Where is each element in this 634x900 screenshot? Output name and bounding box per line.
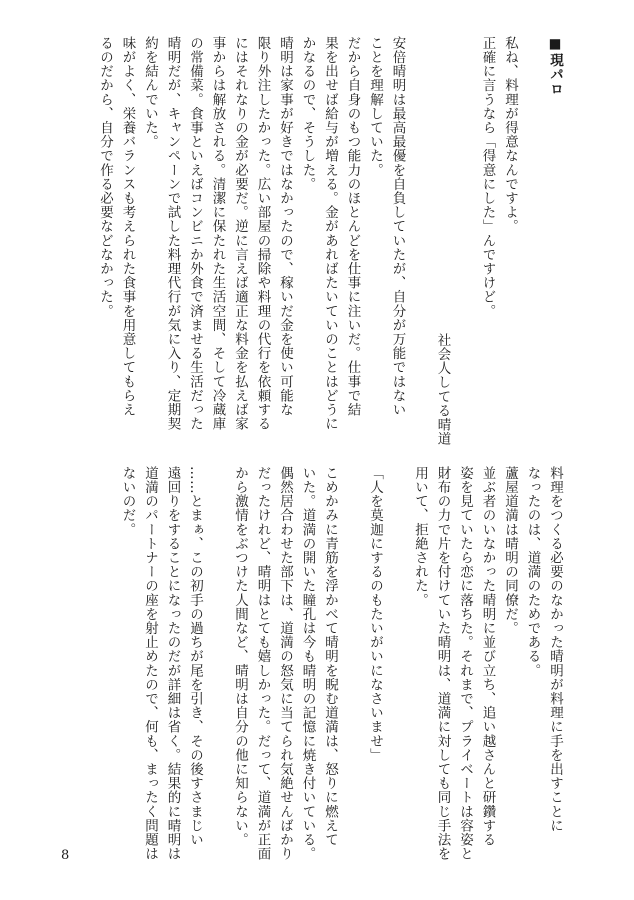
text-line: 約を結んでいた。 bbox=[142, 36, 158, 149]
text-line: ないのだ。 bbox=[119, 466, 136, 537]
text-line: だったけれど、晴明はとても嬉しかった。だって、道満が正面 bbox=[254, 466, 271, 861]
text-line: なったのは、道満のためである。 bbox=[524, 466, 541, 678]
text-line: 料理をつくる必要のなかった晴明が料理に手を出すことに bbox=[547, 466, 563, 833]
text-line: 蘆屋道満は晴明の同僚だ。 bbox=[502, 466, 518, 636]
text-line: だから自身のもつ能力のほとんどを仕事に注いだ。仕事で結 bbox=[344, 36, 361, 417]
text-line: かなるので、そうした。 bbox=[299, 36, 316, 192]
text-line: 並ぶ者のいなかった晴明に並び立ち、追い越さんと研鑽する bbox=[479, 466, 496, 847]
text-line: 偶然居合わせた部下は、道満の怒気に当てられ気絶せんばかり bbox=[277, 466, 293, 861]
top-text-block bbox=[94, 36, 567, 446]
text-line: 財布の力で片を付けていた晴明は、道満に対しても同じ手法を bbox=[434, 466, 451, 861]
text-line: 事からは解放される。清潔に保たれた生活空間、そして冷蔵庫 bbox=[209, 36, 226, 431]
text-line: こめかみに青筋を浮かべて晴明を睨む道満は、怒りに燃えて bbox=[322, 466, 338, 847]
text-line: 安倍晴明は最高最優を自負していたが、自分が万能ではない bbox=[389, 36, 406, 417]
text-line: 用いて、拒絶された。 bbox=[412, 466, 428, 607]
spacer bbox=[206, 466, 229, 848]
text-line: から激情をぶつけた人間など、晴明は自分の他に知らない。 bbox=[232, 466, 248, 847]
text-line: 晴明は家事が好きではなかったので、稼いだ金を使い可能な bbox=[277, 36, 293, 417]
text-line: 遠回りをすることになったのだが詳細は省く。結果的に晴明は bbox=[164, 466, 181, 861]
text-line: ことを理解していた。 bbox=[367, 36, 383, 177]
spacer bbox=[409, 36, 432, 446]
text-line: 道満のパートナーの座を射止めたので、何も、まったく問題は bbox=[142, 466, 158, 861]
spacer bbox=[521, 36, 544, 446]
dialogue-quote: 「人を莫迦にするのもたいがいになさいませ」 bbox=[367, 466, 383, 763]
spacer bbox=[454, 36, 477, 446]
text-line: の常備菜。食事といえばコンビニか外食で済ませる生活だった bbox=[187, 36, 203, 431]
spacer bbox=[386, 466, 409, 848]
text-line: ……とまぁ、この初手の過ちが尾を引き、その後すさまじい bbox=[187, 466, 203, 847]
bottom-text-block bbox=[116, 466, 566, 861]
text-line: 晴明だが、キャンペーンで試した料理代行が気に入り、定期契 bbox=[164, 36, 181, 431]
page-number: 8 bbox=[61, 848, 70, 863]
text-line: 私ね、料理が得意なんですよ。 bbox=[502, 36, 518, 234]
text-line: 果を出せば給与が増える。金があればたいていのことはどうに bbox=[322, 36, 338, 431]
text-line: 味がよく、栄養バランスも考えられた食事を用意してもらえ bbox=[119, 36, 136, 417]
text-line: 正確に言うなら「得意にした」んですけど。 bbox=[479, 36, 496, 318]
section-heading: ■現パロ bbox=[547, 36, 563, 97]
section-subtitle: 社会人してる晴道 bbox=[434, 333, 451, 446]
text-line: にはそれなりの金が必要だ。逆に言えば適正な料金を払えば家 bbox=[232, 36, 248, 431]
text-line: るのだから、自分で作る必要などなかった。 bbox=[97, 36, 113, 318]
text-line: 姿を見ていたら恋に落ちた。それまで、プライベートは容姿と bbox=[457, 466, 473, 861]
text-line: いた。道満の開いた瞳孔は今も晴明の記憶に焼き付いている。 bbox=[299, 466, 316, 861]
text-line: 限り外注したかった。広い部屋の掃除や料理の代行を依頼する bbox=[254, 36, 271, 431]
spacer bbox=[341, 466, 364, 848]
